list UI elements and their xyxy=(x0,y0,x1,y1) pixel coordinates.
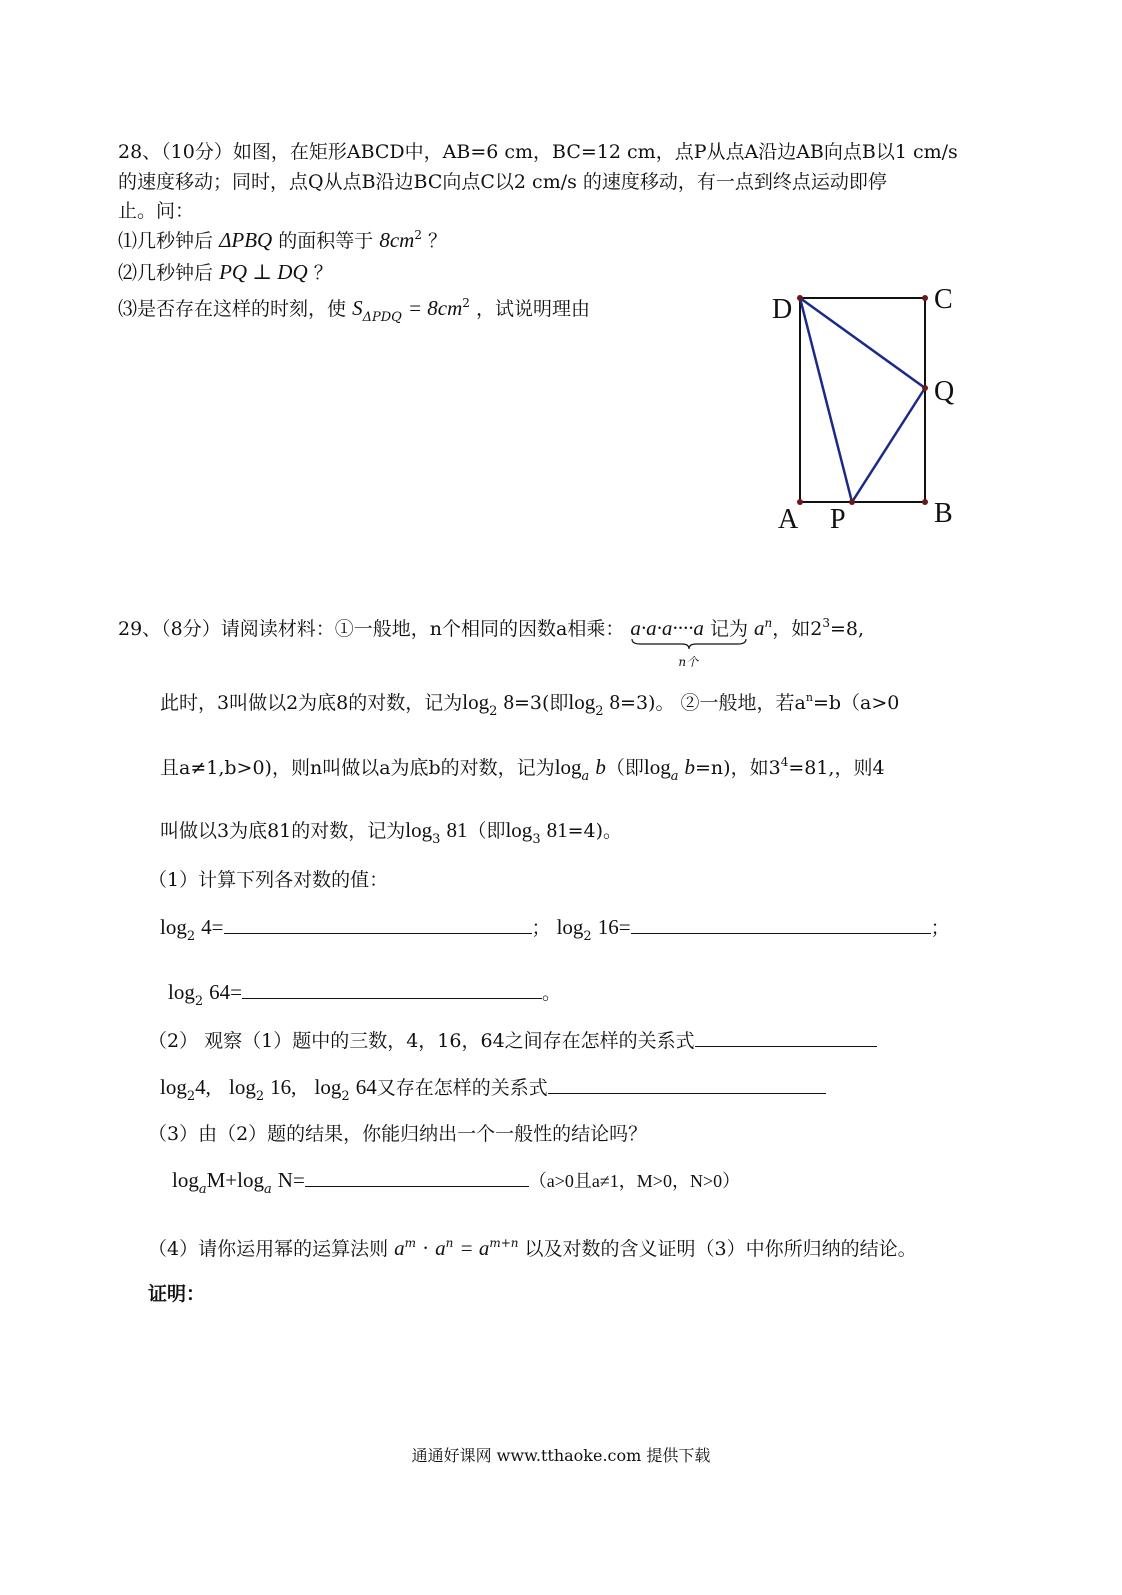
log-base: 2 xyxy=(489,704,498,719)
log-arg: 8 xyxy=(609,690,621,714)
q28-part-1 xyxy=(118,228,447,255)
log-arg: 16, xyxy=(270,1075,297,1099)
log-base: a xyxy=(670,769,679,784)
log-base: 3 xyxy=(532,832,541,847)
log-arg: 4= xyxy=(201,915,224,939)
text: ； xyxy=(531,917,551,939)
text: =3)。 ②一般地，若a xyxy=(620,692,806,714)
q29-sub-2 xyxy=(148,1028,877,1053)
text: 此时，3叫做以2为底8的对数，记为 xyxy=(160,692,463,714)
dot: · xyxy=(422,1236,430,1260)
text: =3(即 xyxy=(513,692,569,714)
power: = a xyxy=(459,1236,490,1260)
log-base: 2 xyxy=(341,1089,350,1104)
rectangle-figure xyxy=(760,276,980,546)
text: 且a≠1,b>0)，则n叫做以a为底b的对数，记为 xyxy=(160,757,555,779)
q29-sub-1: （1）计算下列各对数的值： xyxy=(148,869,389,891)
log-base: 2 xyxy=(186,1089,196,1104)
condition: （a>0且a≠1，M>0，N>0） xyxy=(528,1171,741,1191)
log: log xyxy=(172,1168,199,1192)
log-base: 2 xyxy=(583,929,592,944)
log-arg: 16= xyxy=(597,915,631,939)
exp: 4 xyxy=(780,755,789,769)
q29-sub-2-row-2 xyxy=(160,1075,826,1103)
log-arg: N= xyxy=(277,1168,305,1192)
text: 以及对数的含义证明（3）中你所归纳的结论。 xyxy=(524,1238,917,1260)
log-base: a xyxy=(263,1182,272,1197)
area-exponent-2: 2 xyxy=(462,296,470,310)
text: 叫做以3为底81的对数，记为 xyxy=(160,820,406,842)
log: log xyxy=(160,915,187,939)
point-p xyxy=(849,499,855,505)
log-arg: b xyxy=(684,755,696,779)
q28-line-3: 止。问： xyxy=(118,200,195,222)
proof-label: 证明： xyxy=(148,1283,206,1305)
point-c xyxy=(922,295,928,301)
q28-part-1-pre: ⑴几秒钟后 xyxy=(118,230,214,252)
label-p: P xyxy=(830,504,846,535)
footer: 通通好课网 www.tthaoke.com 提供下载 xyxy=(411,1446,711,1465)
log: log xyxy=(556,915,584,939)
point-d xyxy=(797,295,803,301)
rectangle-abcd xyxy=(800,298,925,502)
text: =81,，则4 xyxy=(788,757,885,779)
text: （即 xyxy=(605,757,644,779)
log: log xyxy=(643,755,671,779)
log: log xyxy=(168,980,195,1004)
text: （即 xyxy=(467,820,506,842)
q29-line-4 xyxy=(160,818,622,846)
text: =b（a>0 xyxy=(812,692,900,714)
answer-blank-log2-64[interactable] xyxy=(242,980,542,999)
answer-blank-relation-2[interactable] xyxy=(548,1075,826,1094)
answer-blank-general[interactable] xyxy=(305,1168,529,1187)
log: log xyxy=(229,1075,256,1099)
q28-line-1: 28、（10分）如图，在矩形ABCD中，AB=6 cm，BC=12 cm，点P从点A沿边AB向点B以1 cm/s xyxy=(118,141,958,163)
q29-intro-mid: 记为 xyxy=(709,618,748,640)
q28-line-2: 的速度移动；同时，点Q从点B沿边BC向点C以2 cm/s 的速度移动，有一点到终点运动即停 xyxy=(118,171,887,193)
text: 又存在怎样的关系式 xyxy=(376,1077,548,1099)
log-base: 2 xyxy=(255,1089,265,1104)
q29-line-2 xyxy=(160,690,899,718)
log-base: 2 xyxy=(186,929,196,944)
product-expression xyxy=(630,616,704,669)
text: =n)，如3 xyxy=(695,757,781,779)
q28-part-3-pre: ⑶是否存在这样的时刻，使 xyxy=(118,298,347,320)
log-base: 2 xyxy=(595,704,604,719)
power: a xyxy=(435,1236,446,1260)
exp: m xyxy=(404,1236,417,1250)
text: （2） 观察（1）题中的三数，4，16，64之间存在怎样的关系式 xyxy=(148,1030,695,1052)
log: log xyxy=(160,1075,187,1099)
answer-blank-relation-1[interactable] xyxy=(695,1028,877,1047)
log-arg: 8 xyxy=(503,690,514,714)
q29-line-3 xyxy=(160,755,885,783)
exp: n xyxy=(445,1236,454,1250)
q29-intro-tail: =8, xyxy=(829,618,865,640)
log: log xyxy=(405,818,433,842)
triangle-pbq: ΔPBQ xyxy=(219,228,273,252)
area-equals: = 8cm xyxy=(407,296,463,320)
example-exp: 3 xyxy=(822,616,830,630)
power: a xyxy=(394,1236,405,1260)
label-q: Q xyxy=(934,376,955,407)
log: log xyxy=(505,818,533,842)
brace-label: n个 xyxy=(678,655,699,669)
log: log xyxy=(237,1168,264,1192)
triangle-pdq xyxy=(800,298,925,502)
log-arg: 64 xyxy=(355,1075,377,1099)
q28-part-2-pre: ⑵几秒钟后 xyxy=(118,262,214,284)
log: log xyxy=(568,690,596,714)
text: （4）请你运用幂的运算法则 xyxy=(148,1238,389,1260)
product-factors: a·a·a····a xyxy=(630,616,704,640)
answer-blank-log2-4[interactable] xyxy=(224,915,532,934)
exp: m+n xyxy=(489,1236,519,1250)
q28-part-3 xyxy=(118,296,590,324)
label-c: C xyxy=(934,284,953,315)
log-arg: b xyxy=(595,755,606,779)
point-q xyxy=(922,385,928,391)
q28-part-3-end: ，试说明理由 xyxy=(475,298,590,320)
area-subscript: ΔPDQ xyxy=(362,310,402,325)
label-a: A xyxy=(778,504,799,535)
answer-blank-log2-16[interactable] xyxy=(631,915,931,934)
point-b xyxy=(922,499,928,505)
text: ； xyxy=(930,917,950,939)
text: =4)。 xyxy=(567,820,623,842)
q28-part-2-end: ？ xyxy=(313,262,333,284)
q29-sub-1-row-2 xyxy=(168,980,561,1008)
power-base: a xyxy=(754,616,765,640)
log-base: 2 xyxy=(194,994,204,1009)
log-base: a xyxy=(198,1182,207,1197)
q29-sub-3-row-2 xyxy=(172,1168,740,1196)
log-arg: 81 xyxy=(446,818,468,842)
exp: n xyxy=(805,691,813,704)
q28-part-1-end: ？ xyxy=(428,230,448,252)
log: log xyxy=(462,690,490,714)
log: log xyxy=(314,1075,342,1099)
area-value: 8cm xyxy=(379,228,415,252)
label-d: D xyxy=(772,294,793,325)
brace-icon xyxy=(630,638,748,650)
q28-part-2 xyxy=(118,260,333,285)
q29-intro-end: ，如2 xyxy=(772,618,823,640)
label-b: B xyxy=(934,498,953,529)
q29-intro xyxy=(118,616,865,669)
area-symbol: S xyxy=(352,296,363,320)
perpendicular-expr: PQ ⊥ DQ xyxy=(219,260,308,284)
log: log xyxy=(554,755,582,779)
log-arg: 64= xyxy=(209,980,243,1004)
q29-sub-4 xyxy=(148,1236,917,1263)
log-base: 3 xyxy=(432,832,441,847)
q29-intro-pre: 29、（8分）请阅读材料：①一般地，n个相同的因数a相乘： xyxy=(118,618,625,640)
log-arg: M+ xyxy=(206,1168,238,1192)
log-base: a xyxy=(581,769,590,784)
area-exponent: 2 xyxy=(414,228,422,242)
q29-sub-3: （3）由（2）题的结果，你能归纳出一个一般性的结论吗？ xyxy=(148,1123,648,1145)
power-exp: n xyxy=(764,616,773,630)
text: 。 xyxy=(542,982,562,1004)
log-arg: 4, xyxy=(195,1075,211,1099)
q28-part-1-mid: 的面积等于 xyxy=(278,230,374,252)
log-arg: 81 xyxy=(546,818,568,842)
q29-sub-1-row-1 xyxy=(160,915,950,943)
